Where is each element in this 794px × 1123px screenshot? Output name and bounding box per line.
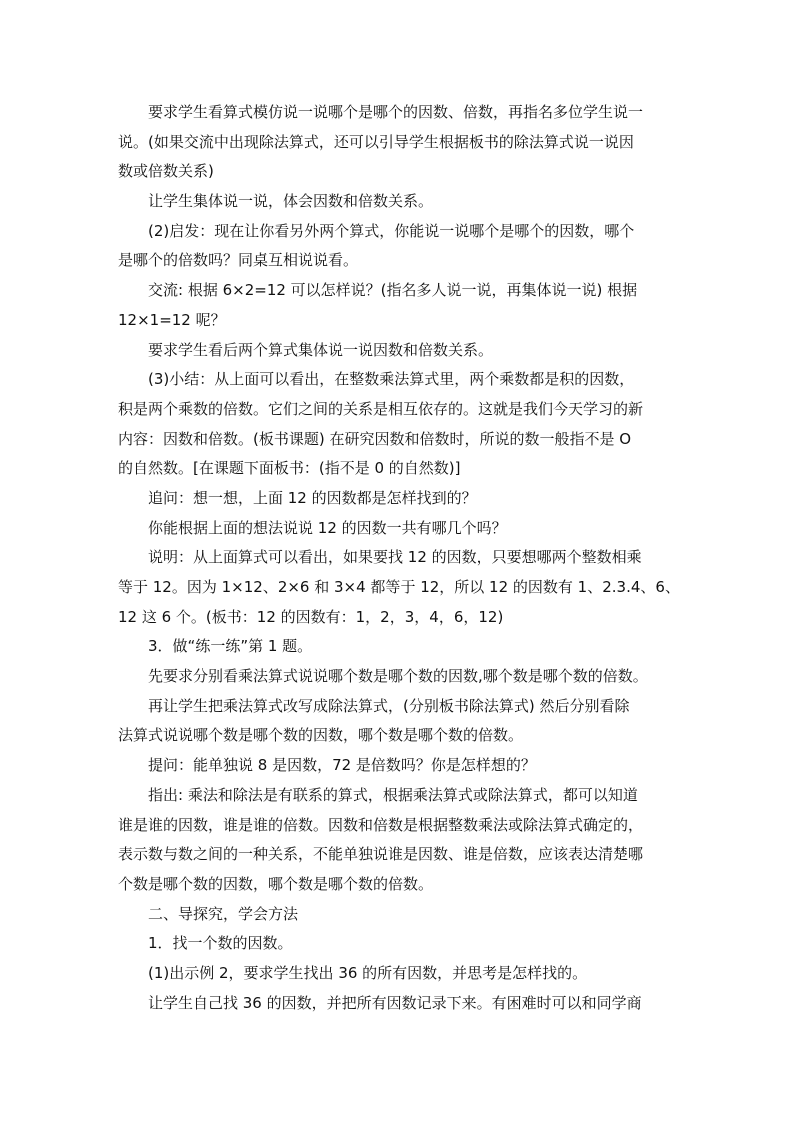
text-line: 追问：想一想，上面 12 的因数都是怎样找到的？ [148,488,477,507]
text-line: (2)启发：现在让你看另外两个算式，你能说一说哪个是哪个的因数，哪个 [148,221,635,240]
text-line: 1．找一个数的因数。 [148,934,293,953]
text-line: 数或倍数关系) [118,162,214,181]
text-line: 积是两个乘数的倍数。它们之间的关系是相互依存的。这就是我们今天学习的新 [118,399,644,418]
text-line: 谁是谁的因数，谁是谁的倍数。因数和倍数是根据整数乘法或除法算式确定的， [118,815,644,834]
text-line: (1)出示例 2，要求学生找出 36 的所有因数，并思考是怎样找的。 [148,963,588,982]
text-line: 指出: 乘法和除法是有联系的算式，根据乘法算式或除法算式，都可以知道 [148,785,638,804]
text-line: 让学生自己找 36 的因数，并把所有因数记录下来。有困难时可以和同学商 [148,993,642,1012]
text-line: 个数是哪个数的因数，哪个数是哪个数的倍数。 [118,874,434,893]
text-line: 交流: 根据 6×2=12 可以怎样说？(指名多人说一说，再集体说一说) 根据 [148,281,638,300]
text-line: 你能根据上面的想法说说 12 的因数一共有哪几个吗？ [148,518,507,537]
text-line: 12×1=12 呢？ [118,310,226,329]
text-line: 再让学生把乘法算式改写成除法算式，(分别板书除法算式) 然后分别看除 [148,696,630,715]
text-line: 表示数与数之间的一种关系，不能单独说谁是因数、谁是倍数，应该表达清楚哪 [118,845,644,864]
text-line: 12 这 6 个。(板书：12 的因数有：1，2，3，4，6，12) [118,607,504,626]
text-line: (3)小结：从上面可以看出，在整数乘法算式里，两个乘数都是积的因数， [148,370,635,389]
text-line: 让学生集体说一说，体会因数和倍数关系。 [148,192,434,211]
text-line: 要求学生看算式模仿说一说哪个是哪个的因数、倍数，再指名多位学生说一 [148,103,644,121]
text-line: 3．做“练一练”第 1 题。 [148,637,313,656]
text-line: 说。(如果交流中出现除法算式，还可以引导学生根据板书的除法算式说一说因 [118,132,634,151]
text-line: 是哪个的倍数吗？同桌互相说说看。 [118,251,359,270]
text-line: 等于 12。因为 1×12、2×6 和 3×4 都等于 12，所以 12 的因数有 1、2.3.4、6、 [118,578,680,596]
text-line: 内容：因数和倍数。(板书课题) 在研究因数和倍数时，所说的数一般指不是 O [118,429,632,448]
text-line: 要求学生看后两个算式集体说一说因数和倍数关系。 [148,340,494,359]
text-line: 二、导探究，学会方法 [148,904,299,923]
text-line: 法算式说说哪个数是哪个数的因数，哪个数是哪个数的倍数。 [118,726,524,745]
text-line: 的自然数。[在课题下面板书：(指不是 0 的自然数)] [118,459,461,478]
text-line: 先要求分别看乘法算式说说哪个数是哪个数的因数,哪个数是哪个数的倍数。 [148,667,648,686]
text-line: 说明：从上面算式可以看出，如果要找 12 的因数，只要想哪两个整数相乘 [148,548,642,567]
text-line: 提问：能单独说 8 是因数，72 是倍数吗？你是怎样想的？ [148,756,536,775]
document-body [118,98,680,1018]
